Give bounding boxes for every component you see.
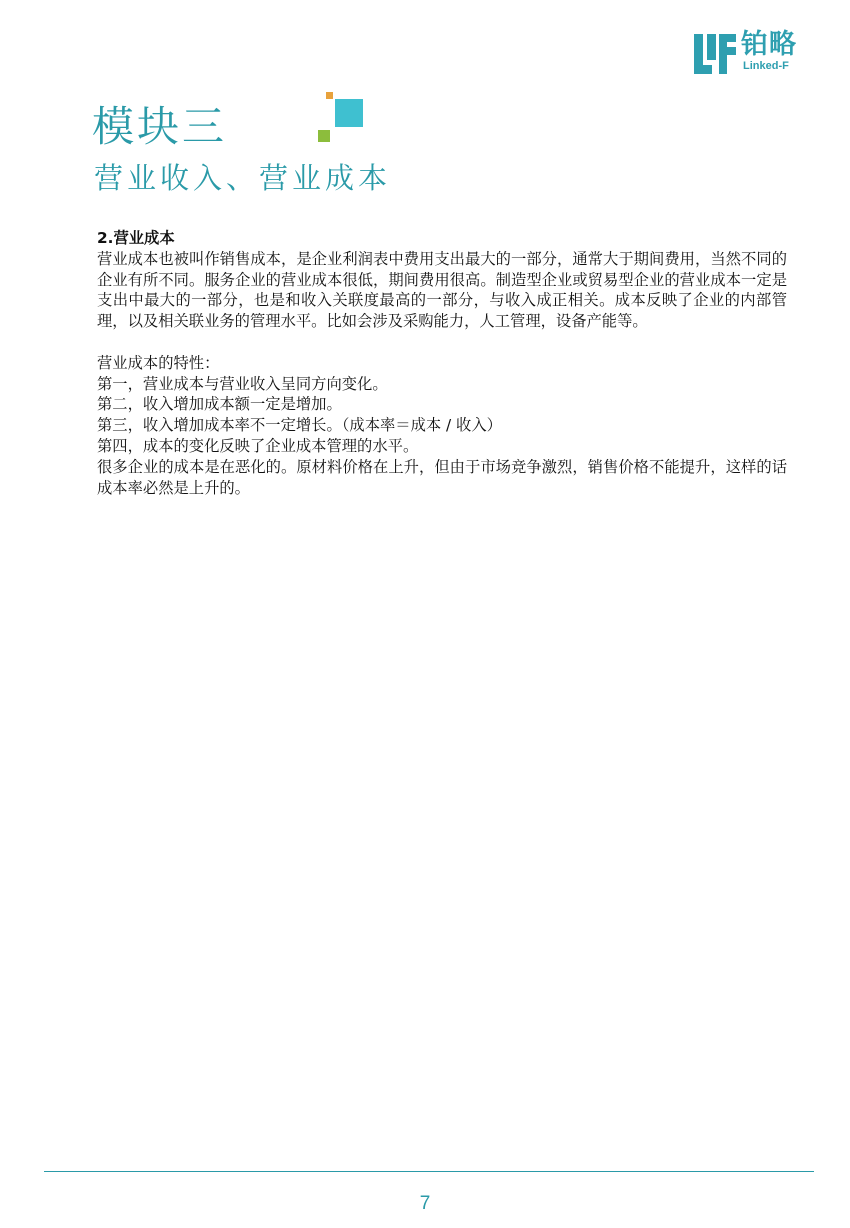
linked-f-logo-mark-icon	[694, 34, 736, 74]
module-title: 模块三	[92, 102, 228, 151]
page-number: 7	[419, 1193, 431, 1214]
footer-divider	[44, 1171, 814, 1172]
closing-paragraph: 很多企业的成本是在恶化的。原材料价格在上升，但由于市场竞争激烈，销售价格不能提升，这样的话成本率必然是上升的。	[97, 457, 787, 497]
document-body	[97, 228, 787, 498]
section-paragraph: 营业成本也被叫作销售成本，是企业利润表中费用支出最大的一部分，通常大于期间费用，当然不同的企业有所不同。服务企业的营业成本很低，期间费用很高。制造型企业或贸易型企业的营业成本一定是支出中最大的一部分，也是和收入关联度最高的一部分，与收入成正相关。成本反映了企业的内部管理，以及相关联业务的管理水平。比如会涉及采购能力，人工管理，设备产能等。	[97, 249, 787, 331]
paragraph-spacer	[97, 332, 787, 353]
module-subtitle: 营业收入、营业成本	[94, 161, 392, 195]
brand-name-cn: 铂略	[741, 29, 797, 60]
decorative-square-teal	[335, 99, 363, 127]
trait-item: 第一，营业成本与营业收入呈同方向变化。	[97, 374, 388, 393]
decorative-square-orange	[326, 92, 333, 99]
trait-item: 第四，成本的变化反映了企业成本管理的水平。	[97, 436, 419, 455]
brand-name-en: Linked-F	[743, 60, 789, 72]
traits-intro: 营业成本的特性：	[97, 353, 220, 372]
trait-item: 第二，收入增加成本额一定是增加。	[97, 395, 342, 414]
brand-logo	[694, 29, 809, 76]
section-heading: 2.营业成本	[97, 229, 175, 247]
trait-item: 第三，收入增加成本率不一定增长。（成本率＝成本 / 收入）	[97, 416, 502, 435]
decorative-square-green	[318, 130, 330, 142]
